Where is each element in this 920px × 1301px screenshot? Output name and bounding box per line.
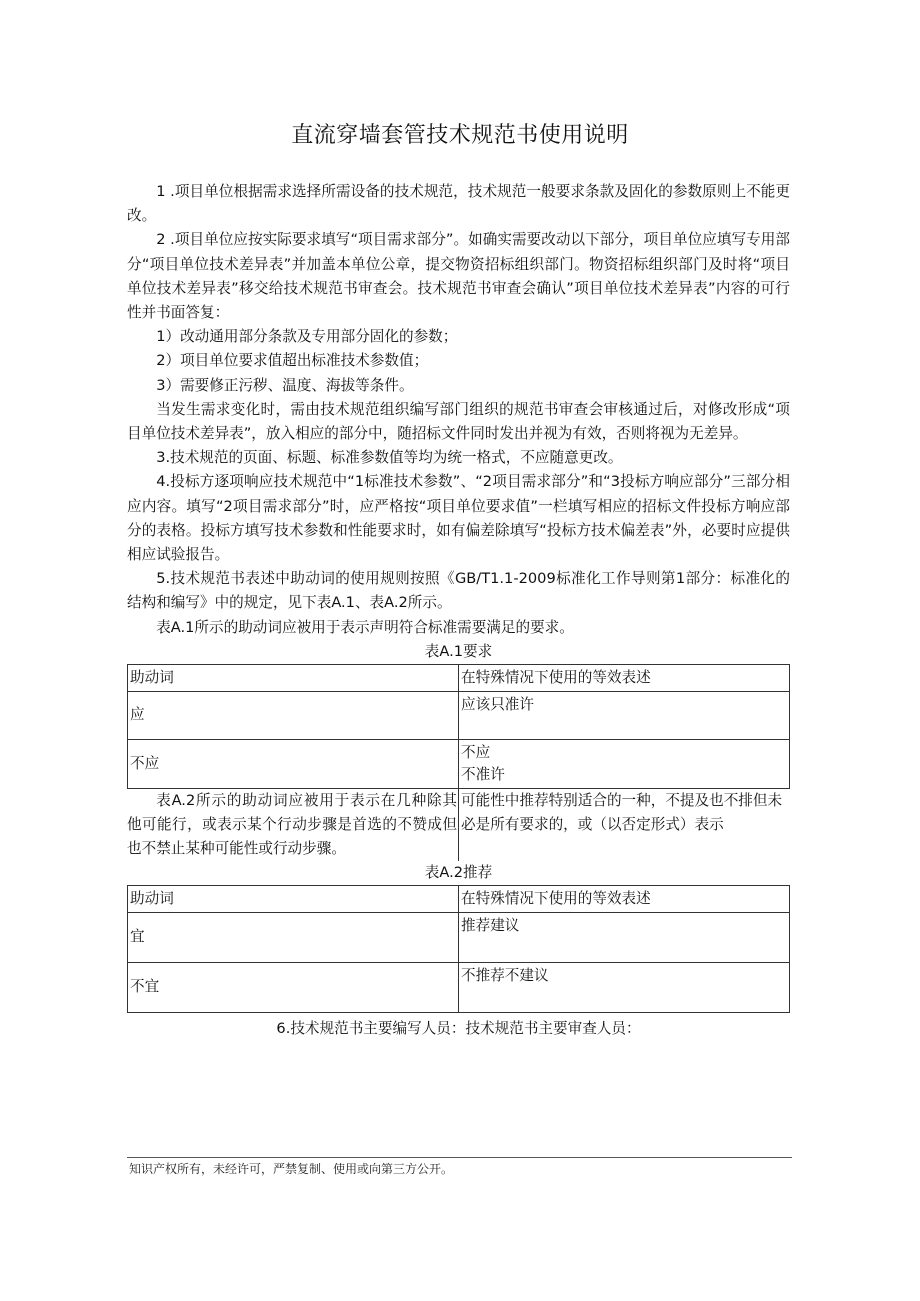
header-cell: 在特殊情况下使用的等效表述 (459, 664, 790, 691)
list-item: 3）需要修正污秽、温度、海拔等条件。 (156, 376, 414, 394)
verb-cell: 不宜 (128, 962, 459, 1012)
table-header-row (128, 664, 790, 691)
header-cell: 助动词 (128, 664, 459, 691)
a2-intro (127, 789, 790, 861)
equiv-line: 不准许 (461, 765, 505, 783)
a2-intro-right: 可能性中推荐特别适合的一种，不提及也不排但未必是所有要求的，或（以否定形式）表示 (461, 791, 783, 833)
verb-cell: 宜 (128, 912, 459, 962)
table-a2 (127, 885, 790, 1013)
table-row (128, 691, 790, 739)
paragraph: 4.投标方逐项响应技术规范中“1标准技术参数”、“2项目需求部分”和“3投标方响应部分”三部分相应内容。填写“2项目需求部分”时，应严格按“项目单位要求值”一栏填写相应的招标文件投标方响应部分的表格。投标方填写技术参数和性能要求时，如有偏差除填写“投标方技术偏差表”外，必要时应提供相应试验报告。 (127, 473, 790, 564)
header-cell: 助动词 (128, 885, 459, 912)
paragraph: 2 .项目单位应按实际要求填写“项目需求部分”。如确实需要改动以下部分，项目单位应填写专用部分“项目单位技术差异表”并加盖本单位公章，提交物资招标组织部门。物资招标组织部门及时将“项目单位技术差异表”移交给技术规范书审查会。技术规范书审查会确认”项目单位技术差异表”内容的可行性并书面答复： (127, 231, 790, 322)
paragraph: 1 .项目单位根据需求选择所需设备的技术规范，技术规范一般要求条款及固化的参数原则上不能更改。 (127, 183, 790, 225)
verb-cell: 不应 (128, 739, 459, 788)
equiv-cell: 应该只准许 (459, 691, 790, 739)
paragraph: 当发生需求变化时，需由技术规范组织编写部门组织的规范书审查会审核通过后，对修改形成“项目单位技术差异表”，放入相应的部分中，随招标文件同时发出并视为有效，否则将视为无差异。 (127, 400, 790, 443)
equiv-cell: 推荐建议 (459, 912, 790, 962)
table-a1-caption: 表A.1要求 (424, 642, 493, 660)
list-item: 2）项目单位要求值超出标准技术参数值； (156, 352, 429, 370)
paragraph: 表A.1所示的助动词应被用于表示声明符合标准需要满足的要求。 (156, 618, 574, 636)
equiv-line: 不应 (461, 743, 491, 761)
paragraph: 5.技术规范书表述中助动词的使用规则按照《GB/T1.1-2009标准化工作导则第1部分：标准化的结构和编写》中的规定，见下表A.1、表A.2所示。 (127, 570, 790, 612)
footer-notice: 知识产权所有，未经许可，严禁复制、使用或向第三方公开。 (129, 1162, 454, 1176)
equiv-cell: 不推荐不建议 (459, 962, 790, 1012)
table-row (128, 962, 790, 1012)
footer-divider (127, 1157, 792, 1158)
table-row (128, 739, 790, 788)
table-a2-caption: 表A.2推荐 (424, 863, 493, 881)
equiv-cell (459, 739, 790, 788)
list-item: 1）改动通用部分条款及专用部分固化的参数； (156, 328, 458, 346)
table-a1 (127, 664, 790, 789)
verb-cell: 应 (128, 691, 459, 739)
table-header-row (128, 885, 790, 912)
a2-intro-left: 表A.2所示的助动词应被用于表示在几种除其他可能行，或表示某个行动步骤是首选的不赞成但也不禁止某种可能性或行动步骤。 (127, 789, 459, 861)
document-body (127, 180, 790, 1041)
table-row (128, 912, 790, 962)
page-title: 直流穿墙套管技术规范书使用说明 (291, 123, 629, 148)
paragraph: 3.技术规范的页面、标题、标准参数值等均为统一格式，不应随意更改。 (156, 449, 623, 467)
header-cell: 在特殊情况下使用的等效表述 (459, 885, 790, 912)
signoff-line: 6.技术规范书主要编写人员：技术规范书主要审查人员： (276, 1019, 641, 1037)
